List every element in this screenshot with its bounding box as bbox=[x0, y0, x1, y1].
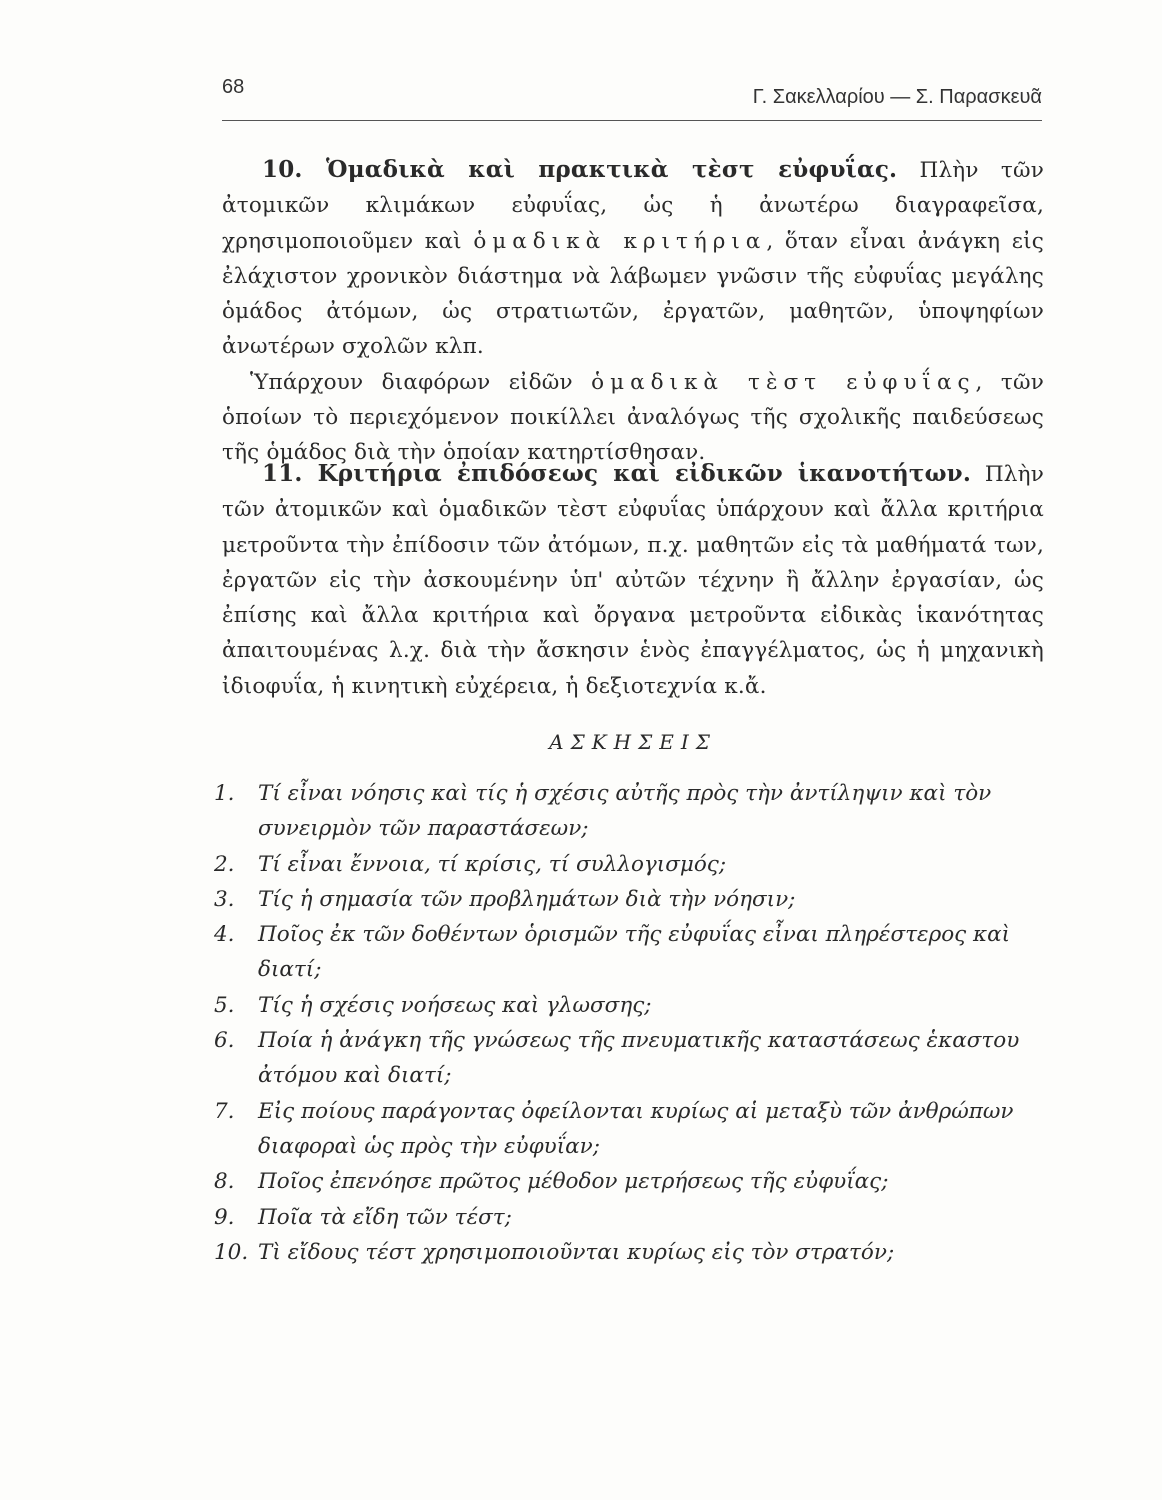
exercise-item bbox=[214, 1164, 1046, 1199]
section-11 bbox=[222, 456, 1044, 704]
exercise-item bbox=[214, 1094, 1046, 1165]
section-10-text-a: Πλὴν τῶν ἀτομικῶν κλιμάκων εὐφυΐας, ὡς ἡ ἀνωτέρω διαγραφεῖσα, χρησιμοποιοῦμεν καὶ bbox=[222, 158, 1044, 254]
exercise-number: 3. bbox=[214, 886, 235, 912]
exercise-number: 2. bbox=[214, 851, 235, 877]
exercise-number: 6. bbox=[214, 1028, 235, 1054]
page-header bbox=[222, 72, 1042, 112]
exercise-text: Τί εἶναι νόησις καὶ τίς ἡ σχέσις αὐτῆς πρὸς τὴν ἀντίληψιν καὶ τὸν συνειρμὸν τῶν παραστάσεων; bbox=[258, 781, 992, 842]
exercise-item bbox=[214, 847, 1046, 882]
exercise-text: Ποία ἡ ἀνάγκη τῆς γνώσεως τῆς πνευματικῆς καταστάσεως ἑκαστου ἀτόμου καὶ διατί; bbox=[258, 1028, 1020, 1089]
exercise-number: 1. bbox=[214, 781, 235, 806]
exercises-list bbox=[214, 776, 1046, 1270]
exercise-item bbox=[214, 1200, 1046, 1235]
section-10-heading: 10. Ὁμαδικὰ καὶ πρακτικὰ τὲστ εὐφυΐας. bbox=[262, 156, 898, 183]
section-10-text-b: , ὅταν εἶναι ἀνάγκη εἰς ἐλάχιστον χρονικὸν διάστημα νὰ λάβωμεν γνῶσιν τῆς εὐφυΐας μεγάλης ὁμάδος ἀτόμων, ὡς στρατιωτῶν, ἐργατῶν, μαθητῶν, ὑποψηφίων ἀνωτέρων σχολῶν κλπ. bbox=[222, 228, 1045, 360]
exercise-item bbox=[214, 776, 1046, 847]
exercise-number: 9. bbox=[214, 1204, 235, 1230]
section-10-spaced-term: ὁμαδικὰ κριτήρια bbox=[473, 228, 767, 254]
exercise-item bbox=[214, 917, 1046, 988]
exercise-item bbox=[214, 1235, 1046, 1270]
page-number: 68 bbox=[222, 76, 245, 98]
section-10-paragraph-1 bbox=[222, 152, 1044, 365]
exercise-number: 4. bbox=[214, 922, 235, 948]
exercise-text: Τίς ἡ σχέσις νοήσεως καὶ γλωσσης; bbox=[258, 992, 652, 1018]
exercise-text: Τί εἶναι ἔννοια, τί κρίσις, τί συλλογισμός; bbox=[258, 851, 727, 877]
exercise-item bbox=[214, 988, 1046, 1023]
running-head: Γ. Σακελλαρίου — Σ. Παρασκευᾶ bbox=[752, 86, 1042, 108]
exercise-item bbox=[214, 882, 1046, 917]
exercise-text: Τὶ εἴδους τέστ χρησιμοποιοῦνται κυρίως εἰς τὸν στρατόν; bbox=[258, 1239, 895, 1265]
section-10-p2-text-b: , τῶν ὁποίων τὸ περιεχόμενον ποικίλλει ἀναλόγως τῆς σχολικῆς παιδεύσεως τῆς ὁμάδος διὰ τὴν ὁποίαν κατηρτίσθησαν. bbox=[222, 369, 1044, 466]
header-rule bbox=[222, 120, 1042, 121]
exercise-number: 7. bbox=[214, 1098, 235, 1124]
section-11-heading: 11. Κριτήρια ἐπιδόσεως καὶ εἰδικῶν ἱκανοτήτων. bbox=[262, 460, 972, 487]
section-10-p2-spaced-term: ὁμαδικὰ τὲστ εὐφυΐας bbox=[591, 369, 976, 395]
section-11-text: Πλὴν τῶν ἀτομικῶν καὶ ὁμαδικῶν τὲστ εὐφυΐας ὑπάρχουν καὶ ἄλλα κριτήρια μετροῦντα τὴν ἐπίδοσιν τῶν ἀτόμων, π.χ. μαθητῶν εἰς τὰ μαθήματά των, ἐργατῶν εἰς τὴν ἀσκουμένην ὑπ' αὐτῶν τέχνην ἢ ἄλλην ἐργασίαν, ὡς ἐπίσης καὶ ἄλλα κριτήρια καὶ ὄργανα μετροῦντα εἰδικὰς ἱκανότητας ἀπαιτουμένας λ.χ. διὰ τὴν ἄσκησιν ἑνὸς ἐπαγγέλματος, ὡς ἡ μηχανικὴ ἰδιοφυΐα, ἡ κινητικὴ εὐχέρεια, ἡ δεξιοτεχνία κ.ἄ. bbox=[222, 462, 1044, 699]
exercises-title: ΑΣΚΗΣΕΙΣ bbox=[549, 730, 717, 754]
exercise-text: Ποῖα τὰ εἴδη τῶν τέστ; bbox=[258, 1204, 512, 1230]
section-10 bbox=[222, 152, 1044, 471]
section-10-p2-text-a: Ὑπάρχουν διαφόρων εἰδῶν bbox=[250, 369, 592, 395]
exercise-number: 5. bbox=[214, 992, 235, 1018]
exercise-text: Ποῖος ἐκ τῶν δοθέντων ὁρισμῶν τῆς εὐφυΐας εἶναι πληρέστερος καὶ διατί; bbox=[258, 922, 1011, 983]
section-11-paragraph bbox=[222, 456, 1044, 704]
exercise-item bbox=[214, 1023, 1046, 1094]
exercise-number: 8. bbox=[214, 1169, 235, 1195]
exercise-number: 10. bbox=[214, 1239, 249, 1265]
exercise-text: Ποῖος ἐπενόησε πρῶτος μέθοδον μετρήσεως τῆς εὐφυΐας; bbox=[258, 1169, 889, 1195]
exercise-text: Εἰς ποίους παράγοντας ὀφείλονται κυρίως αἱ μεταξὺ τῶν ἀνθρώπων διαφοραὶ ὡς πρὸς τὴν εὐφυΐαν; bbox=[258, 1098, 1014, 1159]
section-10-paragraph-2 bbox=[222, 365, 1044, 471]
exercise-text: Τίς ἡ σημασία τῶν προβλημάτων διὰ τὴν νόησιν; bbox=[258, 886, 796, 912]
